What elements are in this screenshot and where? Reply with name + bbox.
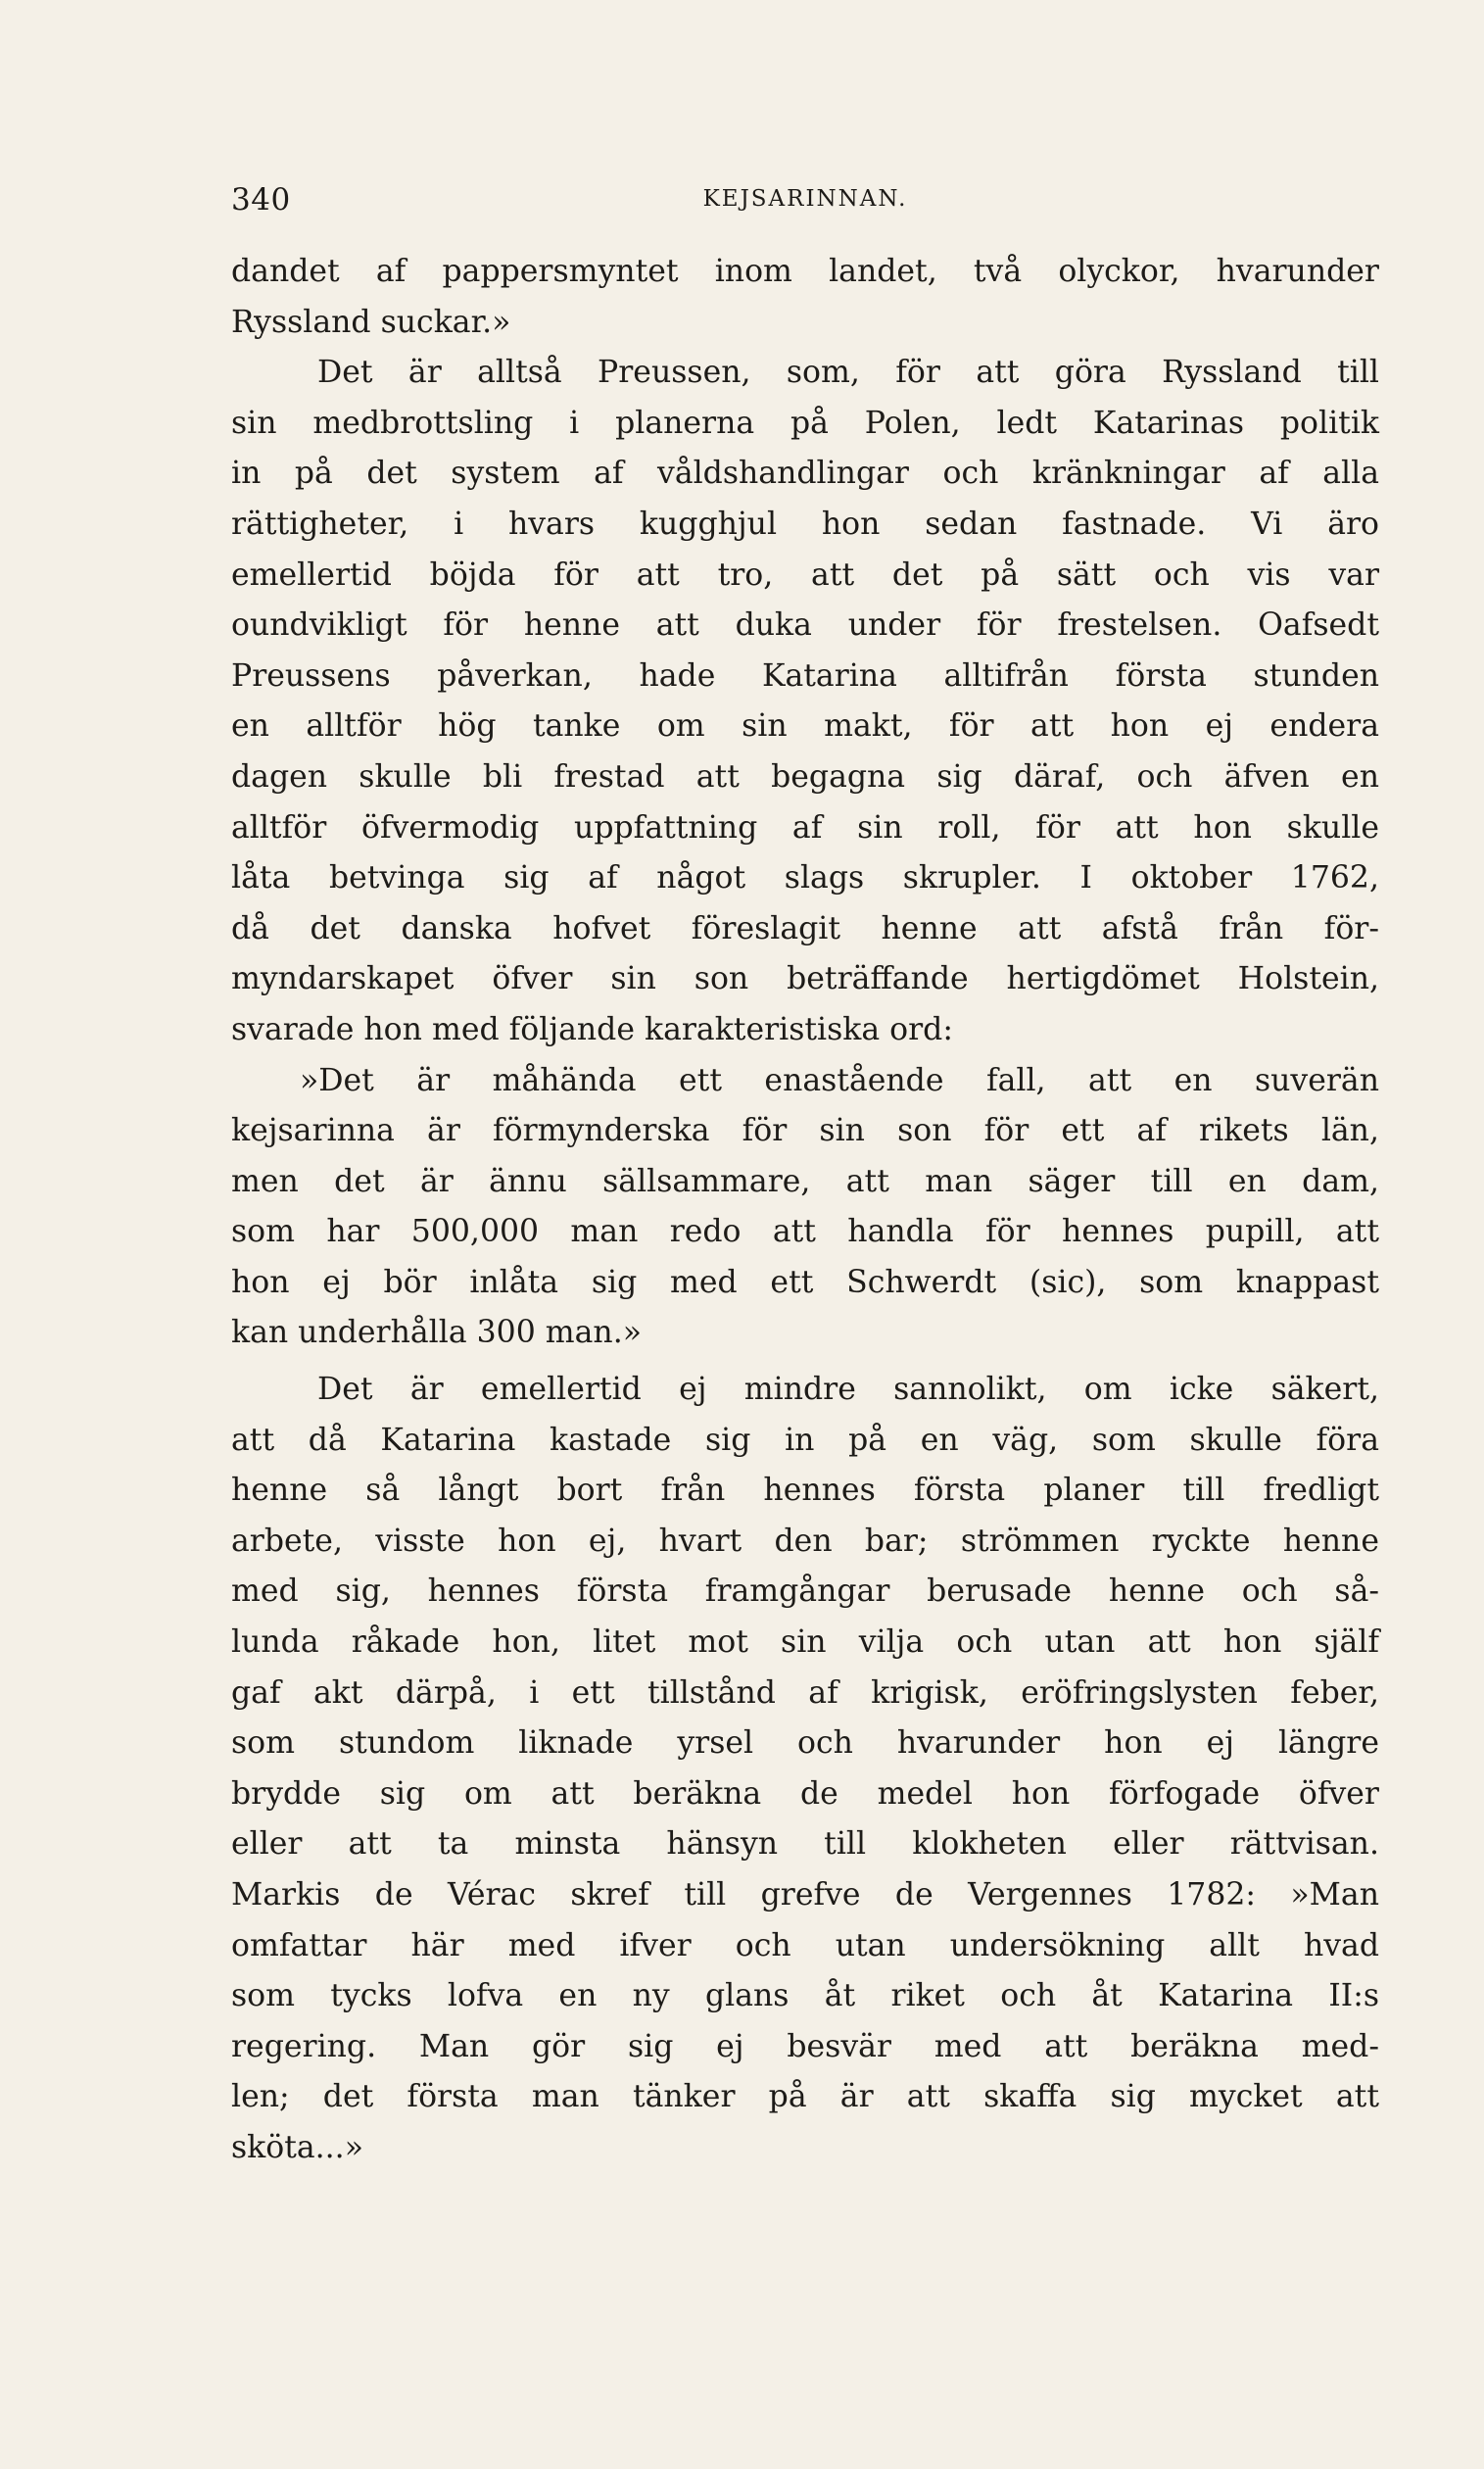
text-line: Markis de Vérac skref till grefve de Vergennes 1782: »Man <box>231 1877 1379 1912</box>
quote-line: hon ej bör inlåta sig med ett Schwerdt (sic), som knappast <box>231 1264 1379 1300</box>
text-line: Det är emellertid ej mindre sannolikt, om icke säkert, <box>317 1372 1379 1408</box>
text-line: svarade hon med följande karakteristiska ord: <box>231 1011 953 1047</box>
text-line: en alltför hög tanke om sin makt, för att hon ej endera <box>231 708 1379 745</box>
text-line: med sig, hennes första framgångar berusade henne och så- <box>231 1573 1379 1610</box>
text-line: sköta...» <box>231 2129 363 2165</box>
text-line: då det danska hofvet föreslagit henne att afstå från för- <box>231 910 1379 946</box>
quote-line: kan underhålla 300 man.» <box>231 1315 642 1351</box>
page-number: 340 <box>231 182 291 218</box>
text-line: regering. Man gör sig ej besvär med att beräkna med- <box>231 2028 1379 2064</box>
quote-line: som har 500,000 man redo att handla för hennes pupill, att <box>231 1214 1379 1250</box>
page-header <box>231 182 1379 231</box>
text-line: sin medbrottsling i planerna på Polen, ledt Katarinas politik <box>231 405 1379 441</box>
text-line: myndarskapet öfver sin son beträffande hertigdömet Holstein, <box>231 961 1379 997</box>
quote-line: »Det är måhända ett enastående fall, att en suverän <box>300 1062 1379 1098</box>
text-line: henne så långt bort från hennes första planer till fredligt <box>231 1473 1379 1509</box>
text-line: len; det första man tänker på är att skaffa sig mycket att <box>231 2079 1379 2115</box>
text-line: dagen skulle bli frestad att begagna sig däraf, och äfven en <box>231 758 1379 795</box>
text-line: in på det system af våldshandlingar och kränkningar af alla <box>231 456 1379 492</box>
quote-line: kejsarinna är förmynderska för sin son för ett af rikets län, <box>231 1113 1379 1149</box>
text-line: gaf akt därpå, i ett tillstånd af krigisk, eröfringslysten feber, <box>231 1674 1379 1711</box>
text-line: eller att ta minsta hänsyn till klokheten eller rättvisan. <box>231 1826 1379 1863</box>
text-line: som tycks lofva en ny glans åt riket och åt Katarina II:s <box>231 1978 1379 2014</box>
text-line: att då Katarina kastade sig in på en väg, som skulle föra <box>231 1422 1379 1458</box>
text-line: lunda råkade hon, litet mot sin vilja och utan att hon själf <box>231 1624 1379 1661</box>
text-line: låta betvinga sig af något slags skrupler. I oktober 1762, <box>231 860 1379 896</box>
text-line: oundvikligt för henne att duka under för frestelsen. Oafsedt <box>231 607 1379 644</box>
text-line: emellertid böjda för att tro, att det på sätt och vis var <box>231 557 1379 593</box>
body-text <box>231 247 1379 2174</box>
text-line: arbete, visste hon ej, hvart den bar; strömmen ryckte henne <box>231 1523 1379 1559</box>
running-head: KEJSARINNAN. <box>702 186 908 212</box>
text-line: Ryssland suckar.» <box>231 304 511 340</box>
text-line: Det är alltså Preussen, som, för att göra Ryssland till <box>317 355 1379 391</box>
text-line: rättigheter, i hvars kugghjul hon sedan fastnade. Vi äro <box>231 506 1379 542</box>
quote-line: men det är ännu sällsammare, att man säger till en dam, <box>231 1163 1379 1199</box>
text-line: alltför öfvermodig uppfattning af sin roll, för att hon skulle <box>231 809 1379 846</box>
text-line: brydde sig om att beräkna de medel hon förfogade öfver <box>231 1775 1379 1812</box>
text-line: Preussens påverkan, hade Katarina alltifrån första stunden <box>231 657 1379 694</box>
text-line: som stundom liknade yrsel och hvarunder hon ej längre <box>231 1725 1379 1762</box>
text-line: omfattar här med ifver och utan undersökning allt hvad <box>231 1927 1379 1963</box>
text-line: dandet af pappersmyntet inom landet, två olyckor, hvarunder <box>231 254 1379 289</box>
